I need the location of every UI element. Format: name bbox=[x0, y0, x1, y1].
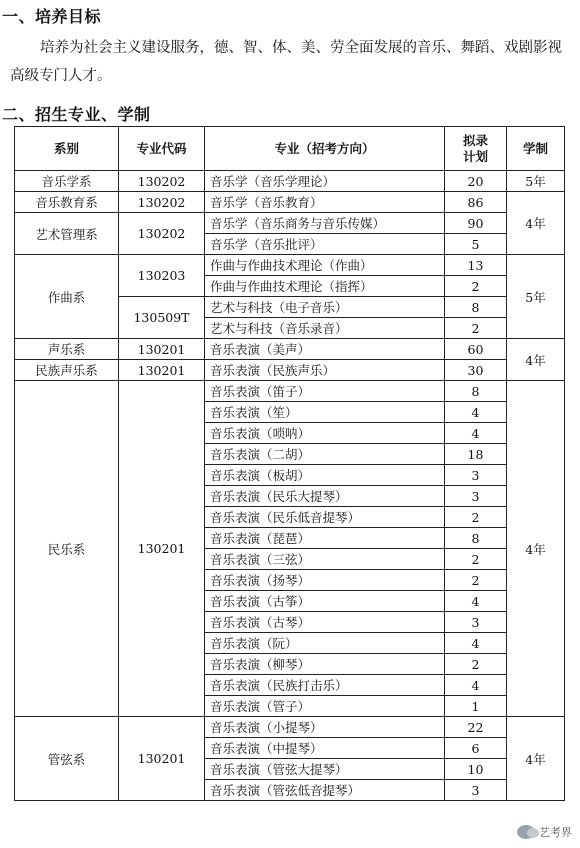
cell-plan: 10 bbox=[445, 759, 507, 780]
cell-plan: 8 bbox=[445, 528, 507, 549]
goal-paragraph bbox=[10, 34, 572, 90]
cell-major: 音乐表演（板胡） bbox=[205, 465, 445, 486]
cell-major: 音乐表演（管弦大提琴） bbox=[205, 759, 445, 780]
cell-plan: 3 bbox=[445, 612, 507, 633]
cell-plan: 13 bbox=[445, 255, 507, 276]
cell-major: 音乐表演（小提琴） bbox=[205, 717, 445, 738]
cell-major: 音乐表演（三弦） bbox=[205, 549, 445, 570]
cell-plan: 2 bbox=[445, 276, 507, 297]
cell-code: 130201 bbox=[119, 360, 205, 381]
cell-code: 130201 bbox=[119, 339, 205, 360]
cell-major: 艺术与科技（音乐录音） bbox=[205, 318, 445, 339]
cell-dept: 管弦系 bbox=[15, 717, 119, 801]
cell-major: 作曲与作曲技术理论（作曲） bbox=[205, 255, 445, 276]
table-row bbox=[15, 717, 565, 738]
cell-major: 音乐表演（二胡） bbox=[205, 444, 445, 465]
cell-major: 音乐表演（管弦低音提琴） bbox=[205, 780, 445, 801]
cell-plan: 2 bbox=[445, 549, 507, 570]
cell-dept: 音乐学系 bbox=[15, 171, 119, 192]
header-plan bbox=[445, 127, 507, 171]
cell-major: 音乐表演（阮） bbox=[205, 633, 445, 654]
wechat-icon bbox=[517, 825, 535, 839]
cell-plan: 8 bbox=[445, 381, 507, 402]
table-row bbox=[15, 213, 565, 234]
cell-major: 音乐表演（美声） bbox=[205, 339, 445, 360]
cell-years: 4年 bbox=[507, 717, 565, 801]
cell-major: 音乐表演（古筝） bbox=[205, 591, 445, 612]
cell-major: 音乐表演（管子） bbox=[205, 696, 445, 717]
cell-plan: 4 bbox=[445, 675, 507, 696]
header-dept: 系别 bbox=[15, 127, 119, 171]
cell-major: 音乐表演（扬琴） bbox=[205, 570, 445, 591]
cell-plan: 2 bbox=[445, 570, 507, 591]
table-row bbox=[15, 171, 565, 192]
cell-plan: 20 bbox=[445, 171, 507, 192]
cell-dept: 民乐系 bbox=[15, 381, 119, 717]
cell-years: 4年 bbox=[507, 381, 565, 717]
cell-dept: 作曲系 bbox=[15, 255, 119, 339]
cell-plan: 8 bbox=[445, 297, 507, 318]
header-years: 学制 bbox=[507, 127, 565, 171]
cell-code: 130509T bbox=[119, 297, 205, 339]
table-row bbox=[15, 339, 565, 360]
cell-code: 130203 bbox=[119, 255, 205, 297]
cell-plan: 3 bbox=[445, 780, 507, 801]
cell-major: 音乐表演（民族声乐） bbox=[205, 360, 445, 381]
cell-years: 5年 bbox=[507, 255, 565, 339]
cell-plan: 90 bbox=[445, 213, 507, 234]
cell-code: 130202 bbox=[119, 213, 205, 255]
cell-code: 130202 bbox=[119, 171, 205, 192]
cell-dept: 音乐教育系 bbox=[15, 192, 119, 213]
cell-major: 作曲与作曲技术理论（指挥） bbox=[205, 276, 445, 297]
cell-major: 艺术与科技（电子音乐） bbox=[205, 297, 445, 318]
cell-plan: 5 bbox=[445, 234, 507, 255]
cell-major: 音乐表演（民族打击乐） bbox=[205, 675, 445, 696]
section-heading-majors: 二、招生专业、学制 bbox=[2, 105, 151, 124]
cell-major: 音乐表演（笙） bbox=[205, 402, 445, 423]
cell-plan: 4 bbox=[445, 633, 507, 654]
cell-plan: 86 bbox=[445, 192, 507, 213]
cell-plan: 18 bbox=[445, 444, 507, 465]
cell-plan: 4 bbox=[445, 402, 507, 423]
cell-years: 4年 bbox=[507, 339, 565, 381]
cell-major: 音乐表演（民乐大提琴） bbox=[205, 486, 445, 507]
header-code: 专业代码 bbox=[119, 127, 205, 171]
cell-major: 音乐表演（古琴） bbox=[205, 612, 445, 633]
cell-code: 130201 bbox=[119, 381, 205, 717]
cell-code: 130201 bbox=[119, 717, 205, 801]
watermark bbox=[517, 824, 572, 840]
cell-major: 音乐表演（柳琴） bbox=[205, 654, 445, 675]
cell-major: 音乐表演（琵琶） bbox=[205, 528, 445, 549]
cell-plan: 3 bbox=[445, 465, 507, 486]
goal-text: 培养为社会主义建设服务，德、智、体、美、劳全面发展的音乐、舞蹈、戏剧影视高级专门人才。 bbox=[10, 40, 562, 84]
table-row bbox=[15, 360, 565, 381]
table-header-row bbox=[15, 127, 565, 171]
cell-plan: 3 bbox=[445, 486, 507, 507]
header-major: 专业（招考方向） bbox=[205, 127, 445, 171]
cell-plan: 1 bbox=[445, 696, 507, 717]
cell-major: 音乐学（音乐学理论） bbox=[205, 171, 445, 192]
cell-plan: 30 bbox=[445, 360, 507, 381]
cell-years: 4年 bbox=[507, 192, 565, 255]
cell-plan: 2 bbox=[445, 507, 507, 528]
cell-dept: 艺术管理系 bbox=[15, 213, 119, 255]
table-row bbox=[15, 192, 565, 213]
table-row bbox=[15, 255, 565, 276]
cell-major: 音乐表演（民乐低音提琴） bbox=[205, 507, 445, 528]
cell-plan: 60 bbox=[445, 339, 507, 360]
cell-years: 5年 bbox=[507, 171, 565, 192]
cell-plan: 22 bbox=[445, 717, 507, 738]
cell-code: 130202 bbox=[119, 192, 205, 213]
cell-plan: 2 bbox=[445, 654, 507, 675]
cell-major: 音乐表演（中提琴） bbox=[205, 738, 445, 759]
cell-plan: 6 bbox=[445, 738, 507, 759]
table-row bbox=[15, 381, 565, 402]
cell-dept: 民族声乐系 bbox=[15, 360, 119, 381]
majors-table bbox=[14, 126, 565, 801]
cell-major: 音乐学（音乐商务与音乐传媒） bbox=[205, 213, 445, 234]
cell-plan: 4 bbox=[445, 591, 507, 612]
cell-dept: 声乐系 bbox=[15, 339, 119, 360]
watermark-text: 艺考界 bbox=[539, 826, 572, 839]
section-heading-goal: 一、培养目标 bbox=[2, 7, 102, 26]
cell-plan: 2 bbox=[445, 318, 507, 339]
cell-major: 音乐学（音乐教育） bbox=[205, 192, 445, 213]
cell-major: 音乐表演（唢呐） bbox=[205, 423, 445, 444]
cell-major: 音乐表演（笛子） bbox=[205, 381, 445, 402]
cell-major: 音乐学（音乐批评） bbox=[205, 234, 445, 255]
header-plan-label: 拟录计划 bbox=[462, 132, 488, 164]
cell-plan: 4 bbox=[445, 423, 507, 444]
